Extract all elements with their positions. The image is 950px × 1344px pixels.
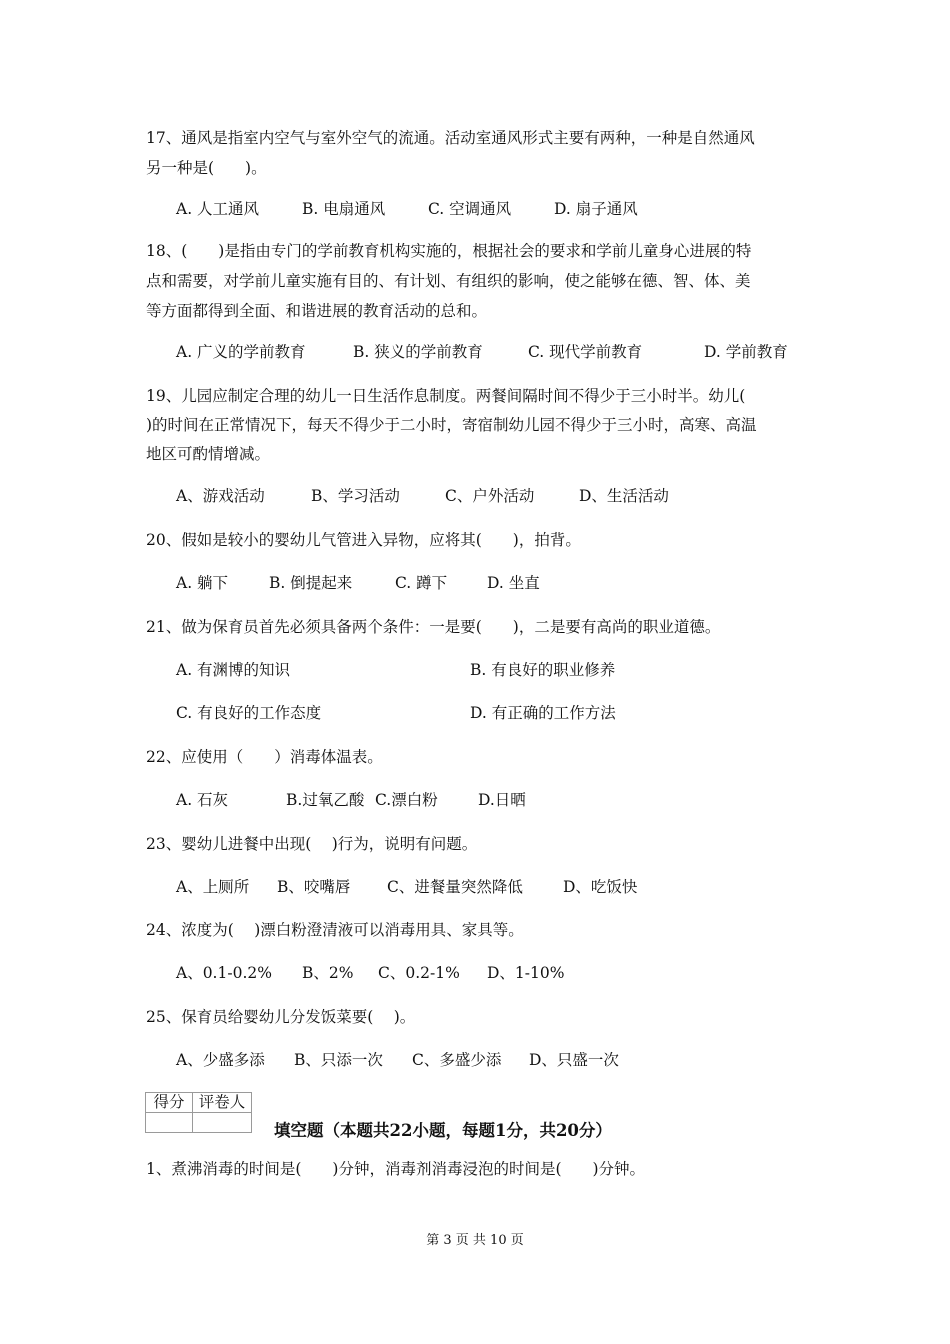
score-label: 得分: [146, 1093, 193, 1113]
q23-line-1: 23、婴幼儿进餐中出现( )行为，说明有问题。: [146, 835, 478, 853]
q25-option-c: C、多盛少添: [412, 1051, 502, 1069]
q17-option-a: A. 人工通风: [176, 200, 260, 218]
q24-option-a: A、0.1-0.2%: [176, 964, 272, 982]
q22-option-c: C.漂白粉: [375, 791, 438, 809]
grader-label: 评卷人: [193, 1093, 252, 1113]
page-footer: 第 3 页 共 10 页: [426, 1233, 524, 1248]
q17-option-d: D. 扇子通风: [554, 200, 638, 218]
q18-line-1: 18、( )是指由专门的学前教育机构实施的，根据社会的要求和学前儿童身心进展的特: [146, 242, 752, 260]
q18-option-c: C. 现代学前教育: [528, 343, 643, 361]
q19-line-3: 地区可酌情增减。: [146, 445, 271, 463]
score-entry-cell: [146, 1113, 193, 1133]
q24-option-d: D、1-10%: [487, 964, 565, 982]
q18-option-b: B. 狭义的学前教育: [353, 343, 483, 361]
q23-option-b: B、咬嘴唇: [277, 878, 351, 896]
q24-line-1: 24、浓度为( )漂白粉澄清液可以消毒用具、家具等。: [146, 921, 524, 939]
q20-option-b: B. 倒提起来: [269, 574, 353, 592]
score-box: [145, 1092, 252, 1133]
score-box-entry-row: [146, 1113, 252, 1133]
q23-option-d: D、吃饭快: [563, 878, 638, 896]
q19-line-1: 19、儿园应制定合理的幼儿一日生活作息制度。两餐间隔时间不得少于三小时半。幼儿(: [146, 387, 746, 405]
q17-option-c: C. 空调通风: [428, 200, 512, 218]
q25-option-b: B、只添一次: [294, 1051, 383, 1069]
grader-entry-cell: [193, 1113, 252, 1133]
q19-option-a: A、游戏活动: [176, 487, 265, 505]
q20-option-d: D. 坐直: [487, 574, 540, 592]
q19-line-2: )的时间在正常情况下，每天不得少于二小时，寄宿制幼儿园不得少于三小时，高寒、高温: [146, 416, 757, 434]
q23-option-a: A、上厕所: [176, 878, 250, 896]
q25-option-a: A、少盛多添: [176, 1051, 265, 1069]
q22-option-b: B.过氧乙酸: [286, 791, 365, 809]
q20-line-1: 20、假如是较小的婴幼儿气管进入异物，应将其( )，拍背。: [146, 531, 581, 549]
q21-option-a: A. 有渊博的知识: [176, 661, 291, 679]
q18-option-a: A. 广义的学前教育: [176, 343, 306, 361]
section-title: 填空题（本题共22小题，每题1分，共20分）: [274, 1121, 612, 1140]
q19-option-c: C、户外活动: [445, 487, 535, 505]
q19-option-b: B、学习活动: [311, 487, 400, 505]
q23-option-c: C、进餐量突然降低: [387, 878, 523, 896]
q22-option-a: A. 石灰: [176, 791, 229, 809]
q22-line-1: 22、应使用（ ）消毒体温表。: [146, 748, 383, 766]
q21-option-d: D. 有正确的工作方法: [470, 704, 616, 722]
q25-line-1: 25、保育员给婴幼儿分发饭菜要( )。: [146, 1008, 416, 1026]
score-box-header-row: [146, 1093, 252, 1113]
q18-line-2: 点和需要，对学前儿童实施有目的、有计划、有组织的影响，使之能够在德、智、体、美: [146, 272, 751, 290]
q17-line-1: 17、通风是指室内空气与室外空气的流通。活动室通风形式主要有两种，一种是自然通风: [146, 129, 755, 147]
q18-line-3: 等方面都得到全面、和谐进展的教育活动的总和。: [146, 302, 488, 320]
q25-option-d: D、只盛一次: [529, 1051, 619, 1069]
q21-option-c: C. 有良好的工作态度: [176, 704, 322, 722]
q20-option-a: A. 躺下: [176, 574, 229, 592]
fill-q1-line: 1、煮沸消毒的时间是( )分钟，消毒剂消毒浸泡的时间是( )分钟。: [146, 1160, 646, 1178]
q20-option-c: C. 蹲下: [395, 574, 448, 592]
q21-option-b: B. 有良好的职业修养: [470, 661, 616, 679]
q22-option-d: D.日晒: [478, 791, 526, 809]
q18-option-d: D. 学前教育: [704, 343, 788, 361]
q24-option-c: C、0.2-1%: [378, 964, 460, 982]
q17-line-2: 另一种是( )。: [146, 159, 267, 177]
q17-option-b: B. 电扇通风: [302, 200, 386, 218]
q19-option-d: D、生活活动: [579, 487, 669, 505]
q21-line-1: 21、做为保育员首先必须具备两个条件：一是要( )，二是要有高尚的职业道德。: [146, 618, 721, 636]
q24-option-b: B、2%: [302, 964, 354, 982]
